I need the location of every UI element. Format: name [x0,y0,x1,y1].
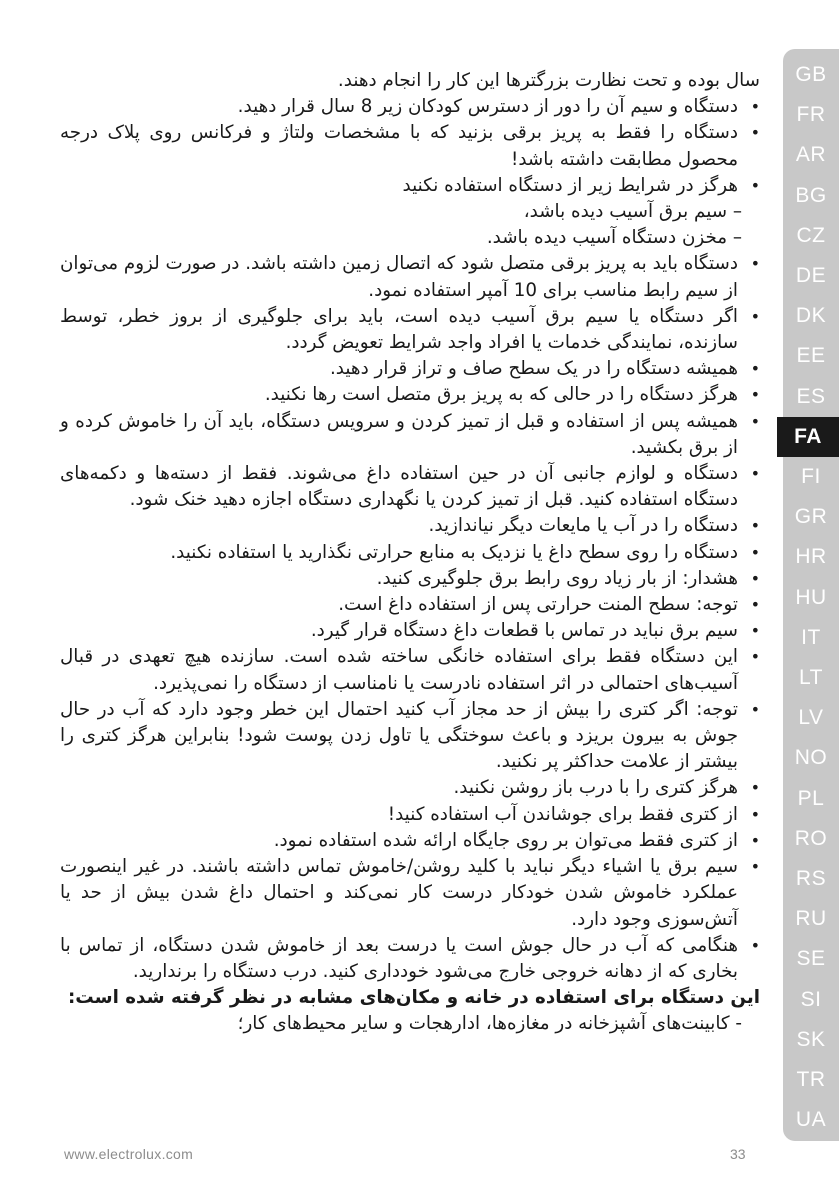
bullet-item: • هنگامی که آب در حال جوش است یا درست بعد از خاموش شدن دستگاه، از تماس با بخاری که از دهانه خروجی خارج می‌شود خودداری کنید. درب دستگاه را برندارید. [60,933,760,985]
dash-item: – سیم برق آسیب دیده باشد، [523,201,742,223]
language-tab-gr[interactable]: GR [794,505,828,529]
bullet-item: • از کتری فقط می‌توان بر روی جایگاه ارائه شده استفاده نمود. [60,828,760,854]
section-heading: این دستگاه برای استفاده در خانه و مکان‌های مشابه در نظر گرفته شده است: [67,987,760,1009]
language-tab-lv[interactable]: LV [798,706,824,730]
bullet-item: • دستگاه را در آب یا مایعات دیگر نیاندازید. [60,513,760,539]
bullet-item: • دستگاه باید به پریز برقی متصل شود که اتصال زمین داشته باشد. در صورت لزوم می‌توان از سیم رابط مناسب برای 10 آمپر استفاده نمود. [60,251,760,303]
bullet-item: • دستگاه را فقط به پریز برقی بزنید که با مشخصات ولتاژ و فرکانس روی پلاک درجه محصول مطابقت داشته باشد! [60,120,760,172]
bullet-item: • هرگز در شرایط زیر از دستگاه استفاده نکنید [60,173,760,199]
language-tab-ru[interactable]: RU [795,907,827,931]
bullet-item: • اگر دستگاه یا سیم برق آسیب دیده است، باید برای جلوگیری از بروز خطر، توسط سازنده، نمایندگی خدمات یا افراد واجد شرایط تعویض گردد. [60,304,760,356]
bullet-item: • توجه: اگر کتری را بیش از حد مجاز آب کنید احتمال این خطر وجود دارد که آب در حال جوش به بیرون بریزد و باعث سوختگی یا تاول زدن پوست شود! بنابراین هرگز کتری را بیشتر از علامت حداکثر پر نکنید. [60,697,760,776]
bullet-item: • سیم برق یا اشیاء دیگر نباید با کلید روشن/خاموش تماس داشته باشند. در غیر اینصورت عملکرد خاموش شدن خودکار درست کار نمی‌کند و احتمال داغ شدن بیش از حد یا آتش‌سوزی وجود دارد. [60,854,760,933]
language-tab-ee[interactable]: EE [796,344,826,368]
language-tab-fa[interactable]: FA [777,417,839,457]
bullet-item: • توجه: سطح المنت حرارتی پس از استفاده داغ است. [60,592,760,618]
language-tab-cz[interactable]: CZ [796,223,826,247]
bullet-item: • دستگاه و سیم آن را دور از دسترس کودکان زیر 8 سال قرار دهید. [60,94,760,120]
page-number: 33 [730,1146,746,1162]
bullet-item: • هرگز کتری را با درب باز روشن نکنید. [60,775,760,801]
language-tab-dk[interactable]: DK [795,304,827,328]
bullet-item: • دستگاه را روی سطح داغ یا نزدیک به منابع حرارتی نگذارید یا استفاده نکنید. [60,540,760,566]
language-tab-pl[interactable]: PL [797,786,825,810]
document-body [60,68,760,1038]
language-tab-hr[interactable]: HR [795,545,827,569]
bullet-item: • دستگاه و لوازم جانبی آن در حین استفاده داغ می‌شوند. فقط از دسته‌ها و دکمه‌های دستگاه استفاده کنید. قبل از تمیز کردن یا نگهداری دستگاه اجازه دهید خنک شود. [60,461,760,513]
bullet-item: • همیشه پس از استفاده و قبل از تمیز کردن و سرویس دستگاه، باید آن را خاموش کرده و از برق بکشید. [60,409,760,461]
bullet-item: • سیم برق نباید در تماس با قطعات داغ دستگاه قرار گیرد. [60,618,760,644]
bullet-item: • این دستگاه فقط برای استفاده خانگی ساخته شده است. سازنده هیچ تعهدی در قبال آسیب‌های احتمالی در اثر استفاده نادرست یا نامناسب از دستگاه را نمی‌پذیرد. [60,644,760,696]
language-tab-lt[interactable]: LT [799,666,823,689]
language-tab-es[interactable]: ES [796,384,826,408]
language-tab-ar[interactable]: AR [795,143,827,167]
language-tab-fr[interactable]: FR [796,103,826,127]
language-tab-rs[interactable]: RS [795,867,827,890]
language-tab-gb[interactable]: GB [795,63,827,86]
language-tab-sk[interactable]: SK [796,1027,826,1051]
bullet-item: • هرگز دستگاه را در حالی که به پریز برق متصل است رها نکنید. [60,382,760,408]
language-tab-de[interactable]: DE [795,264,827,287]
language-tab-se[interactable]: SE [796,947,826,971]
bullet-item: • از کتری فقط برای جوشاندن آب استفاده کنید! [60,802,760,828]
bullet-item: • همیشه دستگاه را در یک سطح صاف و تراز قرار دهید. [60,356,760,382]
language-sidebar [783,49,839,1141]
continued-text: سال بوده و تحت نظارت بزرگترها این کار را انجام دهند. [337,70,760,91]
language-tab-fi[interactable]: FI [801,465,821,488]
language-tab-it[interactable]: IT [801,625,821,649]
language-tab-bg[interactable]: BG [795,183,827,207]
dash-item: - کابینت‌های آشپزخانه در مغازه‌ها، ادارهجات و سایر محیط‌های کار؛ [237,1013,742,1035]
language-tab-ro[interactable]: RO [794,826,828,850]
footer-url[interactable]: www.electrolux.com [64,1146,194,1162]
bullet-item: • هشدار: از بار زیاد روی رابط برق جلوگیری کنید. [60,566,760,592]
dash-item: – مخزن دستگاه آسیب دیده باشد. [486,227,742,249]
language-tab-si[interactable]: SI [800,987,822,1011]
language-tab-no[interactable]: NO [794,746,828,770]
language-tab-hu[interactable]: HU [795,585,827,609]
language-tab-tr[interactable]: TR [796,1068,826,1091]
language-tab-ua[interactable]: UA [795,1108,827,1132]
